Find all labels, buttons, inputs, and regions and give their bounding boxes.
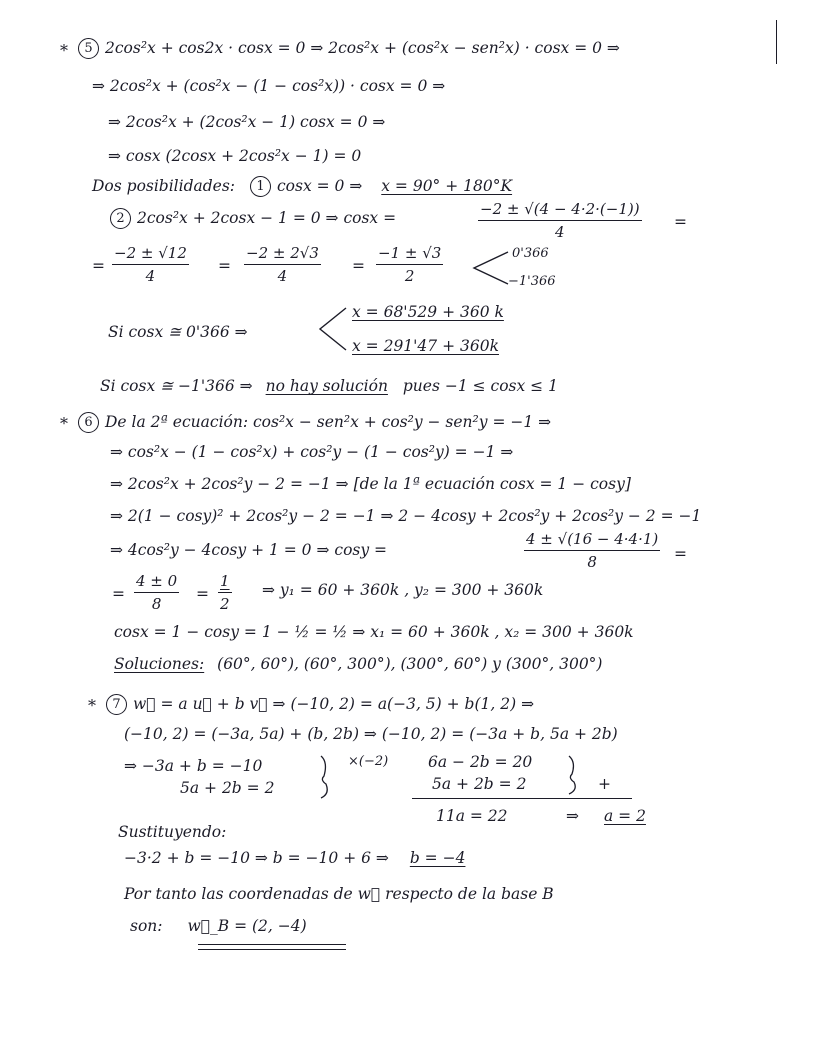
- conclusion-label: son:: [130, 917, 163, 935]
- final-answer-underline: [198, 949, 346, 950]
- fraction-denominator: 2: [404, 267, 415, 285]
- exercise-6-line-1-text: De la 2ª ecuación: cos²x − sen²x + cos²y − sen²y = −1 ⇒: [105, 413, 552, 431]
- solution-x-b: x = 291'47 + 360k: [352, 337, 499, 355]
- fraction-numerator: −1 ± √3: [376, 244, 443, 265]
- exercise-5-line-1: [78, 38, 620, 59]
- branch-bracket-icon: [316, 304, 350, 354]
- exercise-5-star: *: [60, 41, 68, 60]
- cosy-formula-fraction: [524, 530, 660, 571]
- exercise-6-line-6: ⇒ y₁ = 60 + 360k , y₂ = 300 + 360k: [262, 581, 544, 599]
- equals-sign: =: [352, 257, 365, 275]
- quadratic-formula-fraction: [478, 200, 642, 241]
- system-brace-icon: [318, 754, 332, 800]
- one-half-fraction: [218, 572, 232, 613]
- fraction-numerator: −2 ± √(4 − 4·2·(−1)): [478, 200, 642, 221]
- exercise-6-solutions: [114, 654, 602, 674]
- multiplier-note: ×(−2): [348, 754, 389, 769]
- root-value-a: 0'366: [512, 246, 549, 261]
- equals-sign: =: [674, 545, 687, 563]
- system-equation-2: 5a + 2b = 2: [180, 779, 275, 797]
- case-negative-label: Si cosx ≅ −1'366 ⇒: [100, 377, 253, 395]
- possibility-1-number: 1: [250, 176, 271, 197]
- reduced-equation-2: 5a + 2b = 2: [432, 775, 527, 793]
- solution-x-a: x = 68'529 + 360 k: [352, 303, 504, 321]
- exercise-6-line-4: ⇒ 2(1 − cosy)² + 2cos²y − 2 = −1 ⇒ 2 − 4cosy + 2cos²y + 2cos²y − 2 = −1: [110, 507, 702, 525]
- possibility-2-number: 2: [110, 208, 131, 229]
- exercise-6-star: *: [60, 414, 68, 433]
- exercise-5-line-2: ⇒ 2cos²x + (cos²x − (1 − cos²x)) · cosx = 0 ⇒: [92, 77, 446, 95]
- final-answer-underline: [198, 944, 346, 945]
- root-3-fraction: [244, 244, 321, 285]
- possibilities-label: Dos posibilidades:: [92, 177, 236, 195]
- exercise-6-line-1: [78, 412, 551, 433]
- exercise-7-star: *: [88, 696, 96, 715]
- plus-sign: +: [598, 775, 611, 793]
- exercise-5-line-4: ⇒ cosx (2cosx + 2cos²x − 1) = 0: [108, 147, 362, 165]
- fraction-numerator: 4 ± 0: [134, 572, 179, 593]
- exercise-6-line-7: cosx = 1 − cosy = 1 − ½ = ½ ⇒ x₁ = 60 + 360k , x₂ = 300 + 360k: [114, 623, 634, 641]
- exercise-7-line-1-text: w⃗ = a u⃗ + b v⃗ ⇒ (−10, 2) = a(−3, 5) + b(1, 2) ⇒: [133, 695, 535, 713]
- substitution-equation: −3·2 + b = −10 ⇒ b = −10 + 6 ⇒: [124, 849, 389, 867]
- possibility-1-solution: x = 90° + 180°K: [381, 177, 513, 195]
- exercise-5-line-3: ⇒ 2cos²x + (2cos²x − 1) cosx = 0 ⇒: [108, 113, 386, 131]
- sum-divider-line: [412, 798, 632, 799]
- a-arrow: ⇒: [566, 807, 579, 825]
- branch-bracket-icon: [470, 248, 510, 288]
- zero-root-fraction: [134, 572, 179, 613]
- case-negative-line: [100, 376, 558, 396]
- final-coordinates: w⃗_B = (2, −4): [187, 917, 307, 935]
- exercise-6-number: 6: [78, 412, 99, 433]
- conclusion-line-2: [130, 916, 307, 936]
- equals-sign: =: [92, 257, 105, 275]
- exercise-7-line-2: (−10, 2) = (−3a, 5a) + (b, 2b) ⇒ (−10, 2) = (−3a + b, 5a + 2b): [124, 725, 618, 743]
- exercise-7-line-1: [106, 694, 534, 715]
- exercise-6-line-3: ⇒ 2cos²x + 2cos²y − 2 = −1 ⇒ [de la 1ª ecuación cosx = 1 − cosy]: [110, 475, 631, 493]
- fraction-denominator: 4: [555, 223, 565, 241]
- fraction-numerator: −2 ± 2√3: [244, 244, 321, 265]
- root-value-b: −1'366: [508, 274, 556, 289]
- fraction-numerator: 4 ± √(16 − 4·4·1): [524, 530, 660, 551]
- equals-sign: =: [674, 213, 687, 231]
- b-value: b = −4: [409, 849, 466, 867]
- fraction-denominator: 4: [277, 267, 288, 285]
- fraction-denominator: 8: [151, 595, 162, 613]
- fraction-numerator: −2 ± √12: [112, 244, 189, 265]
- equals-sign: =: [112, 585, 125, 603]
- fraction-denominator: 8: [587, 553, 597, 571]
- no-solution-text: no hay solución: [265, 377, 388, 395]
- fraction-denominator: 4: [145, 267, 156, 285]
- substitution-label: Sustituyendo:: [118, 823, 227, 841]
- exercise-5-line-5: [92, 176, 512, 197]
- possibility-2-equation: 2cos²x + 2cosx − 1 = 0 ⇒ cosx =: [137, 209, 397, 227]
- a-value: a = 2: [604, 807, 646, 825]
- exercise-6-line-2: ⇒ cos²x − (1 − cos²x) + cos²y − (1 − cos²y) = −1 ⇒: [110, 443, 514, 461]
- exercise-7-number: 7: [106, 694, 127, 715]
- equals-sign: =: [196, 585, 209, 603]
- simplified-fraction: [376, 244, 443, 285]
- exercise-6-line-5: ⇒ 4cos²y − 4cosy + 1 = 0 ⇒ cosy =: [110, 541, 388, 559]
- margin-vertical-line: [776, 20, 777, 64]
- exercise-5-line-1-text: 2cos²x + cos2x · cosx = 0 ⇒ 2cos²x + (cos²x − sen²x) · cosx = 0 ⇒: [105, 39, 620, 57]
- reduced-equation-1: 6a − 2b = 20: [428, 753, 533, 771]
- system-equation-1: ⇒ −3a + b = −10: [124, 757, 263, 775]
- conclusion-line-1: Por tanto las coordenadas de w⃗ respecto de la base B: [124, 885, 554, 903]
- root-12-fraction: [112, 244, 189, 285]
- solutions-values: (60°, 60°), (60°, 300°), (300°, 60°) y (300°, 300°): [217, 655, 603, 673]
- range-justification: pues −1 ≤ cosx ≤ 1: [402, 377, 558, 395]
- equals-sign: =: [218, 257, 231, 275]
- fraction-numerator: 1: [218, 572, 232, 593]
- solutions-label: Soluciones:: [114, 655, 205, 673]
- sum-equation: 11a = 22: [436, 807, 508, 825]
- case-positive-label: Si cosx ≅ 0'366 ⇒: [108, 323, 248, 341]
- fraction-denominator: 2: [220, 595, 230, 613]
- possibility-1-equation: cosx = 0 ⇒: [276, 177, 363, 195]
- substitution-line: [124, 848, 465, 868]
- exercise-5-line-6: [110, 208, 396, 229]
- exercise-5-number: 5: [78, 38, 99, 59]
- addition-brace-icon: [566, 754, 580, 796]
